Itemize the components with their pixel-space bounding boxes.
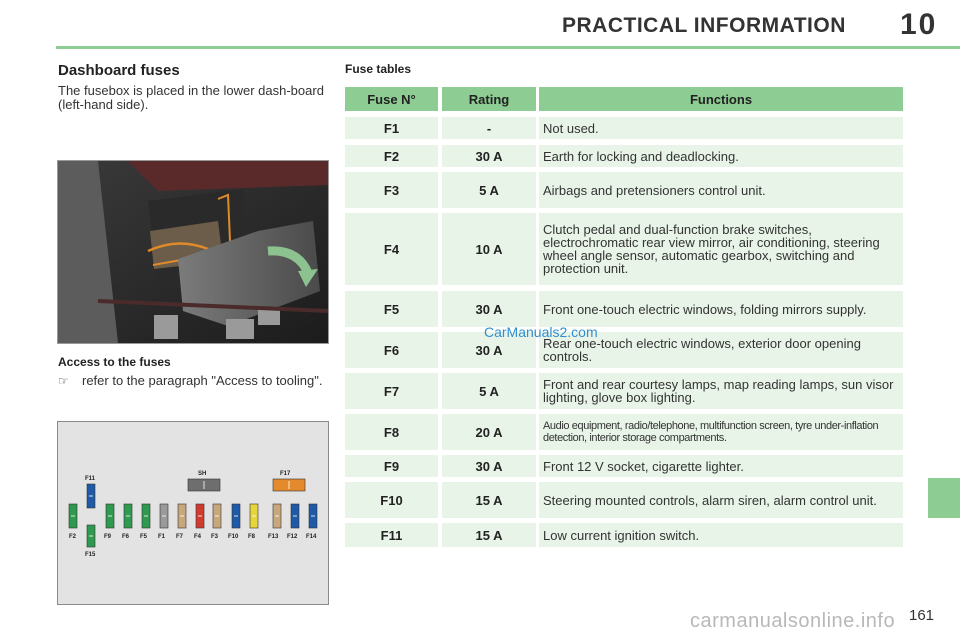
- fuse-f7: [178, 504, 186, 528]
- fuse-label-f17: F17: [280, 471, 291, 477]
- fuse-cell: F2: [345, 145, 438, 167]
- fuse-cell: F11: [345, 523, 438, 547]
- fuse-label-f13: F13: [268, 534, 279, 540]
- header-fuse-number: Fuse N°: [345, 87, 438, 111]
- fuse-f10: [232, 504, 240, 528]
- fuse-label-f12: F12: [287, 534, 298, 540]
- fuse-label-f4: F4: [194, 534, 202, 540]
- function-cell: Earth for locking and deadlocking.: [539, 145, 903, 167]
- fuse-label-f11: F11: [85, 476, 96, 482]
- page-number: 161: [909, 607, 935, 624]
- fuse-label-sh: SH: [198, 471, 207, 477]
- rating-cell: 30 A: [442, 455, 536, 477]
- fuse-f13: [273, 504, 281, 528]
- fuse-f12: [291, 504, 299, 528]
- chapter-number: 10: [900, 8, 938, 41]
- fuse-label-f2: F2: [69, 534, 77, 540]
- fuse-f9: [106, 504, 114, 528]
- access-instruction-text: refer to the paragraph "Access to tooling".: [82, 373, 323, 388]
- fuse-cell: F4: [345, 213, 438, 285]
- fuse-layout-diagram: [57, 421, 329, 605]
- fuse-cell: F1: [345, 117, 438, 139]
- fuse-label-f10: F10: [228, 534, 239, 540]
- intro-paragraph: The fusebox is placed in the lower dash-board (left-hand side).: [58, 83, 324, 112]
- fuse-tables-title: Fuse tables: [345, 62, 412, 76]
- access-instruction: [58, 374, 330, 388]
- function-cell: Front one-touch electric windows, folding mirrors supply.: [539, 291, 903, 327]
- rating-cell: 5 A: [442, 373, 536, 409]
- fuse-label-f8: F8: [248, 534, 256, 540]
- fuse-f1: [160, 504, 168, 528]
- fuse-cell: F6: [345, 332, 438, 368]
- fuse-blocks: [58, 422, 328, 604]
- rating-cell: 20 A: [442, 414, 536, 450]
- fuse-label-f5: F5: [140, 534, 148, 540]
- fusebox-location-photo: [57, 160, 329, 344]
- rating-cell: 10 A: [442, 213, 536, 285]
- fuse-cell: F5: [345, 291, 438, 327]
- fuse-label-f6: F6: [122, 534, 130, 540]
- chapter-side-tab: [928, 478, 960, 518]
- rating-cell: 30 A: [442, 145, 536, 167]
- rating-cell: -: [442, 117, 536, 139]
- fuse-f14: [309, 504, 317, 528]
- rating-cell: 5 A: [442, 172, 536, 208]
- fuse-f5: [142, 504, 150, 528]
- fuse-label-f9: F9: [104, 534, 112, 540]
- fuse-cell: F9: [345, 455, 438, 477]
- function-cell: Not used.: [539, 117, 903, 139]
- function-cell: Steering mounted controls, alarm siren, alarm control unit.: [539, 482, 903, 518]
- fuse-f3: [213, 504, 221, 528]
- fuse-cell: F8: [345, 414, 438, 450]
- fuse-cell: F3: [345, 172, 438, 208]
- fuse-f11: [87, 484, 95, 508]
- function-cell: Clutch pedal and dual-function brake switches, electrochromatic rear view mirror, air conditioning, steering wheel angle sensor, automatic gearbox, switching and protection unit.: [539, 213, 903, 285]
- pointing-hand-icon: ☞: [58, 374, 69, 388]
- fuse-label-f14: F14: [306, 534, 317, 540]
- access-subtitle: Access to the fuses: [58, 355, 171, 369]
- fuse-label-f3: F3: [211, 534, 219, 540]
- section-title: Dashboard fuses: [58, 62, 180, 79]
- fusebox-photo-illustration: [58, 161, 328, 343]
- fuse-label-f15: F15: [85, 552, 96, 558]
- watermark-link[interactable]: CarManuals2.com: [484, 324, 598, 340]
- relay-sh: [188, 479, 220, 491]
- page-header-title: PRACTICAL INFORMATION: [562, 14, 846, 37]
- fuse-f4: [196, 504, 204, 528]
- header-functions: Functions: [539, 87, 903, 111]
- header-divider: [56, 46, 960, 49]
- footer-watermark: carmanualsonline.info: [690, 610, 896, 632]
- function-cell: Low current ignition switch.: [539, 523, 903, 547]
- fuse-f15: [87, 525, 95, 547]
- fuse-label-f7: F7: [176, 534, 184, 540]
- fuse-f17: [273, 479, 305, 491]
- rating-cell: 30 A: [442, 291, 536, 327]
- fuse-label-f1: F1: [158, 534, 166, 540]
- fuse-f2: [69, 504, 77, 528]
- rating-cell: 15 A: [442, 523, 536, 547]
- fuse-f6: [124, 504, 132, 528]
- function-cell: Airbags and pretensioners control unit.: [539, 172, 903, 208]
- fuse-cell: F7: [345, 373, 438, 409]
- function-cell: Front and rear courtesy lamps, map reading lamps, sun visor lighting, glove box lighting.: [539, 373, 903, 409]
- function-cell: Front 12 V socket, cigarette lighter.: [539, 455, 903, 477]
- rating-cell: 30 A: [442, 332, 536, 368]
- function-cell: Rear one-touch electric windows, exterior door opening controls.: [539, 332, 903, 368]
- header-rating: Rating: [442, 87, 536, 111]
- rating-cell: 15 A: [442, 482, 536, 518]
- fuse-cell: F10: [345, 482, 438, 518]
- function-cell: Audio equipment, radio/telephone, multifunction screen, tyre under-inflation detection, interior storage compartments.: [539, 414, 903, 450]
- fuse-f8: [250, 504, 258, 528]
